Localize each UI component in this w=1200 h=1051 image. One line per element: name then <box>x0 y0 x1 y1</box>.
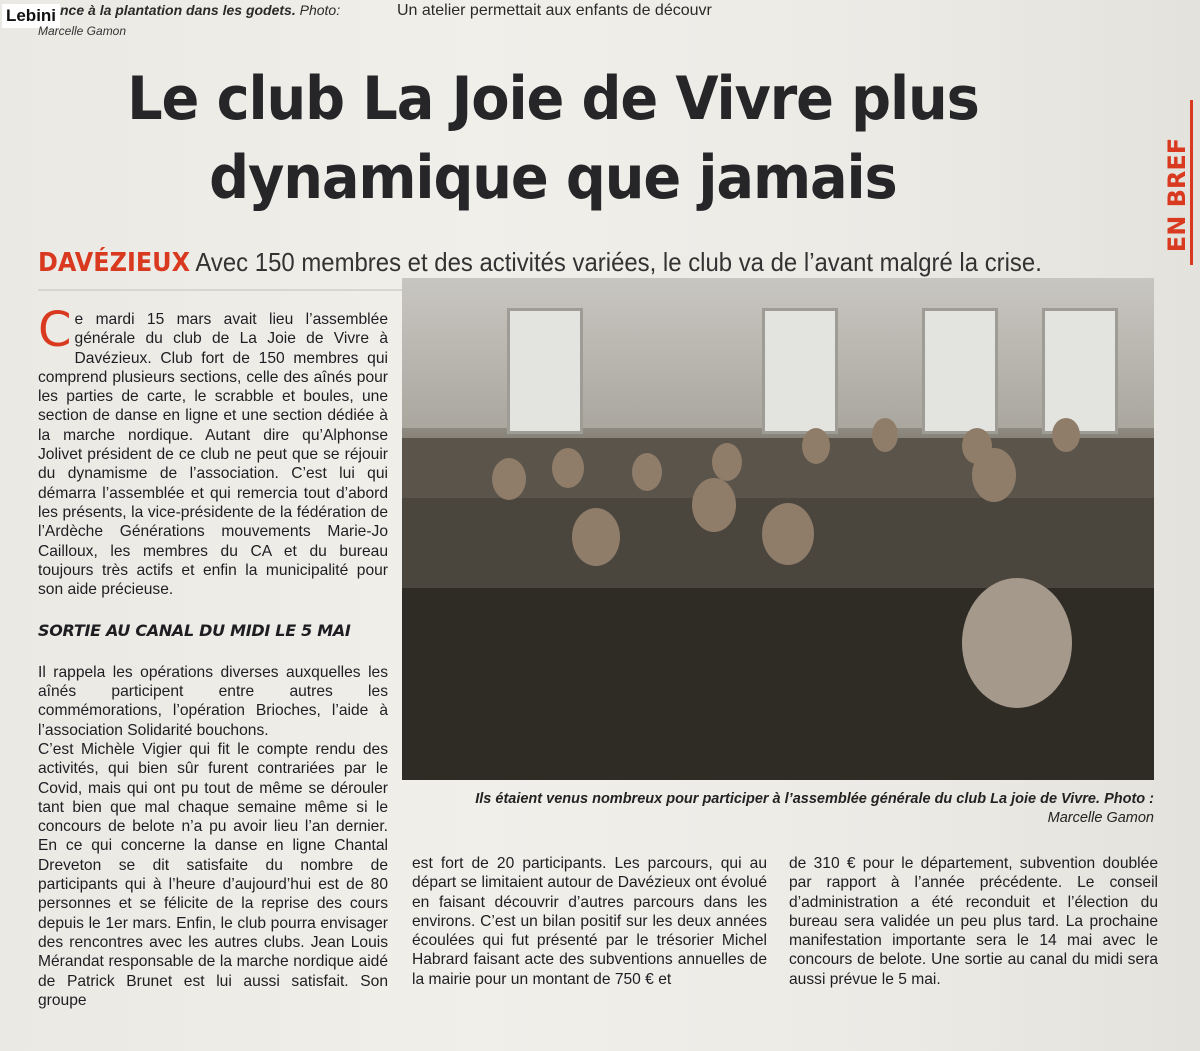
article-column-1 <box>38 302 388 1010</box>
photo-window <box>762 308 838 434</box>
person-head <box>872 418 898 452</box>
person-head <box>762 503 814 565</box>
person-head <box>802 428 830 464</box>
previous-article-caption <box>60 2 340 19</box>
article-column-3 <box>789 854 1158 989</box>
headline-line-2: dynamique que jamais <box>209 143 897 213</box>
en-bref-label <box>1162 130 1192 260</box>
photo-caption-label: Photo : <box>1104 791 1154 807</box>
person-head <box>962 578 1072 708</box>
section-subhead: SORTIE AU CANAL DU MIDI LE 5 MAI <box>38 621 351 641</box>
previous-caption-text: nce à la plantation dans les godets. <box>60 2 296 18</box>
photo-caption <box>432 790 1154 828</box>
paragraph-1 <box>38 302 388 599</box>
person-head <box>492 458 526 500</box>
photo-window <box>922 308 998 434</box>
previous-caption-photo-label: Photo: <box>299 2 341 18</box>
paragraph-1-text: e mardi 15 mars avait lieu l’assemblée générale du club de La Joie de Vivre à Davézieux. Club fort de 150 membres qui comprend plusieurs sections, celle des aînés pour les parties de carte, le scrabble et boules, une section de danse en ligne et une section dédiée à la marche nordique. Autant dire qu’Alphonse Jolivet président de ce club ne peut que se réjouir du dynamisme de l’association. C’est lui qui démarra l’assemblée et qui remercia tout d’abord les présents, la vice-présidente de la fédération de l’Ardèche Générations mouvements Marie-Jo Cailloux, les membres du CA et du bureau toujours très actifs et enfin la municipalité pour son aide précieuse. <box>38 311 388 599</box>
person-head <box>972 448 1016 502</box>
previous-article-snippet: Un atelier permettait aux enfants de découvr <box>397 2 712 19</box>
photo-window <box>507 308 583 434</box>
photo-credit: Marcelle Gamon <box>1047 810 1154 826</box>
previous-photo-credit: Marcelle Gamon <box>38 24 127 38</box>
en-bref-text: EN BREF <box>1163 137 1191 253</box>
column-2-text: est fort de 20 participants. Les parcours, qui au départ se limitaient autour de Davézieux ont évolué en faisant découvrir d’autres parcours dans les environs. C’est un bilan positif sur les deux années écoulées qui fut présenté par le trésorier Michel Habrard faisant acte des subventions annuelles de la mairie pour un montant de 750 € et <box>412 855 767 988</box>
paragraph-3: C’est Michèle Vigier qui fit le compte rendu des activités, qui bien sûr furent contrariées par le Covid, mais qui ont pu tout de même se dérouler tant bien que mal chaque semaine même si le concours de belote n’a pu avoir lieu l’an dernier. En ce qui concerne la danse en ligne Chantal Dreveton se dit satisfaite du nombre de participants qui à l’heure d’aujourd’hui est de 80 personnes et se félicite de la reprise des cours depuis le 1er mars. Enfin, le club pourra envisager des rencontres avec les autres clubs. Jean Louis Mérandat responsable de la marche nordique aidé de Patrick Brunet est lui aussi satisfait. Son groupe <box>38 740 388 1009</box>
assembly-photo <box>402 278 1154 780</box>
person-head <box>572 508 620 566</box>
article-deck <box>38 246 1042 279</box>
photo-window <box>1042 308 1118 434</box>
paragraph-2: Il rappela les opérations diverses auxquelles les aînés participent entre autres les commémorations, l’opération Brioches, l’aide à l’association Solidarité bouchons. <box>38 663 388 739</box>
article-headline <box>60 60 1046 218</box>
column-3-text: de 310 € pour le département, subvention doublée par rapport à l’année précédente. Le conseil d’administration a été reconduit et l’élection du bureau sera validée un peu plus tard. La prochaine manifestation importante sera le 14 mai avec le concours de belote. Une sortie au canal du midi sera aussi prévue le 5 mai. <box>789 855 1158 988</box>
person-head <box>692 478 736 532</box>
person-head <box>1052 418 1080 452</box>
drop-cap: C <box>38 302 72 358</box>
headline-line-1: Le club La Joie de Vivre plus <box>127 64 979 134</box>
watermark: Lebini <box>2 4 60 28</box>
person-head <box>632 453 662 491</box>
article-column-2 <box>412 854 767 989</box>
deck-text: Avec 150 membres et des activités variées, le club va de l’avant malgré la crise. <box>195 247 1042 277</box>
person-head <box>552 448 584 488</box>
photo-caption-text: Ils étaient venus nombreux pour participer à l’assemblée générale du club La joie de Vivre. <box>475 791 1101 807</box>
person-head <box>712 443 742 481</box>
town-name: DAVÉZIEUX <box>38 248 191 278</box>
